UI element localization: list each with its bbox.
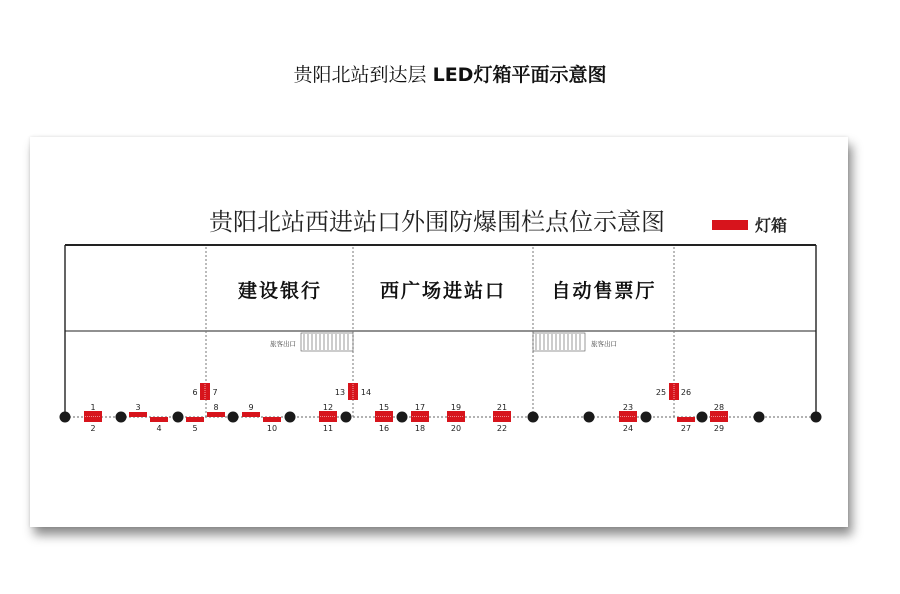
lightbox-4	[150, 417, 168, 422]
lightbox-number: 2	[90, 424, 96, 433]
lightbox-number: 18	[414, 424, 426, 433]
lightbox-5	[186, 417, 204, 422]
lightbox-number: 5	[192, 424, 198, 433]
lightbox-number: 1	[90, 403, 96, 412]
fence-posts	[60, 412, 822, 423]
exit-label-right: 旅客出口	[591, 340, 617, 348]
fence-post	[811, 412, 822, 423]
fence-post	[285, 412, 296, 423]
lightbox-number: 14	[360, 388, 372, 397]
lightbox-number: 3	[135, 403, 141, 412]
fence-post	[60, 412, 71, 423]
lightbox-number: 28	[713, 403, 725, 412]
lightbox-number: 13	[334, 388, 346, 397]
fence-post	[173, 412, 184, 423]
fence-post	[116, 412, 127, 423]
lightbox-number: 10	[266, 424, 278, 433]
zone-label-west-entrance: 西广场进站口	[379, 280, 507, 302]
lightbox-number: 20	[450, 424, 462, 433]
fence-post	[641, 412, 652, 423]
page-title-suffix: LED灯箱平面示意图	[432, 64, 607, 86]
diagram-card	[30, 137, 848, 527]
fence-post	[228, 412, 239, 423]
exit-label-left: 旅客出口	[270, 340, 296, 348]
fence-post	[754, 412, 765, 423]
lightbox-number: 11	[322, 424, 334, 433]
zone-label-bank: 建设银行	[237, 280, 323, 302]
fence-post	[397, 412, 408, 423]
lightbox-number: 4	[156, 424, 162, 433]
page-title	[0, 60, 900, 87]
fence-post	[341, 412, 352, 423]
page-title-prefix: 贵阳北站到达层	[293, 64, 427, 86]
diagram-title: 贵阳北站西进站口外围防爆围栏点位示意图	[209, 208, 665, 236]
lightbox-number: 24	[622, 424, 634, 433]
lightbox-number: 16	[378, 424, 390, 433]
fence-post	[528, 412, 539, 423]
lightbox-number: 22	[496, 424, 508, 433]
lightbox-number: 15	[378, 403, 390, 412]
lightbox-9	[242, 412, 260, 417]
lightbox-number: 27	[680, 424, 692, 433]
legend-label: 灯箱	[755, 216, 788, 235]
lightbox-10	[263, 417, 281, 422]
lightbox-3	[129, 412, 147, 417]
fence-diagram	[30, 137, 848, 527]
fence-post	[697, 412, 708, 423]
legend-swatch	[712, 220, 748, 230]
fence-post	[584, 412, 595, 423]
lightbox-number: 25	[655, 388, 667, 397]
zone-label-ticket-hall: 自动售票厅	[551, 280, 657, 302]
lightbox-number: 8	[213, 403, 219, 412]
lightbox-number: 12	[322, 403, 334, 412]
lightbox-number: 26	[680, 388, 692, 397]
lightbox-25-26	[669, 383, 679, 400]
station-building	[65, 245, 816, 417]
lightbox-8	[207, 412, 225, 417]
lightbox-number: 21	[496, 403, 508, 412]
exit-gate-left	[301, 333, 353, 351]
lightbox-number: 9	[248, 403, 254, 412]
lightbox-number: 6	[192, 388, 198, 397]
lightbox-number: 29	[713, 424, 725, 433]
lightbox-number: 19	[450, 403, 462, 412]
lightbox-6-7	[200, 383, 210, 400]
lightbox-number: 7	[212, 388, 218, 397]
lightbox-13-14	[348, 383, 358, 400]
lightbox-number: 17	[414, 403, 426, 412]
exit-gate-right	[533, 333, 585, 351]
lightbox-27	[677, 417, 695, 422]
lightbox-number: 23	[622, 403, 634, 412]
